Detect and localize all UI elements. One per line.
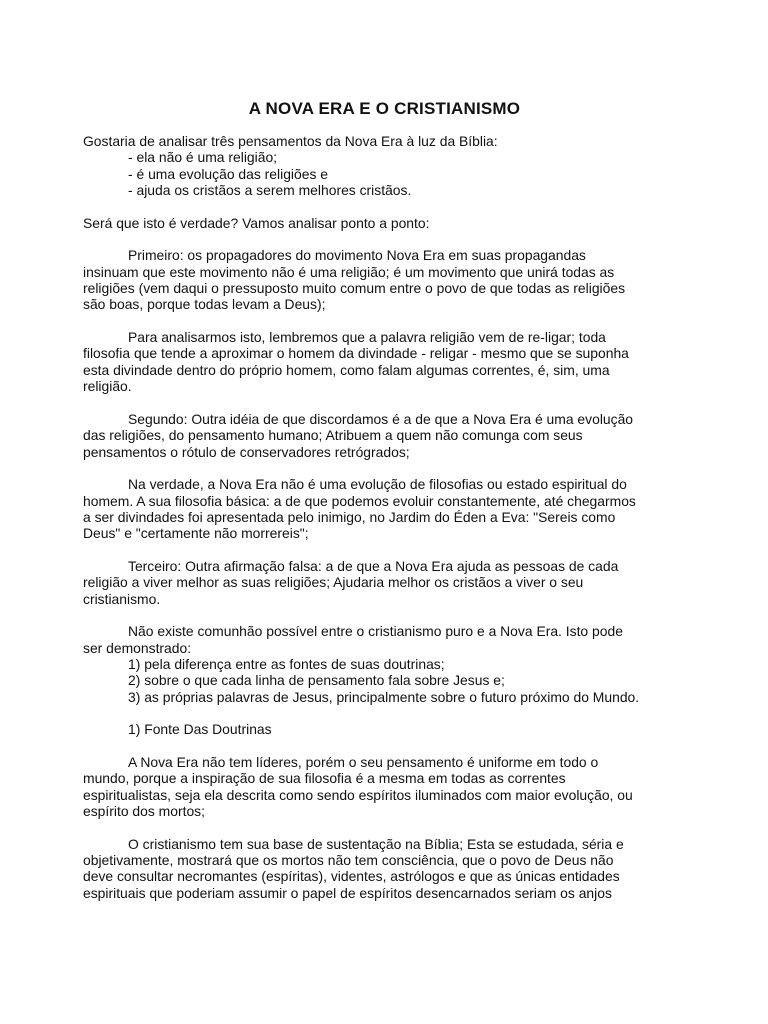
paragraph-second-point [83, 411, 686, 460]
paragraph-line: pensamentos o rótulo de conservadores retrógrados; [83, 443, 410, 460]
paragraph-line: religião. [83, 378, 132, 395]
paragraph-line: Deus" e "certamente não morrereis"; [83, 525, 309, 542]
paragraph-line: filosofia que tende a aproximar o homem da divindade - religar - mesmo que se suponha [83, 345, 629, 362]
paragraph-eden [83, 476, 686, 541]
paragraph-new-age-leaders [83, 754, 686, 819]
paragraph-line: são boas, porque todas levam a Deus); [83, 296, 326, 313]
section-heading: 1) Fonte Das Doutrinas [128, 721, 272, 738]
paragraph-line: cristianismo. [83, 590, 161, 607]
paragraph-no-communion [83, 623, 686, 705]
intro-line: Gostaria de analisar três pensamentos da Nova Era à luz da Bíblia: [83, 133, 498, 149]
paragraph-line: objetivamente, mostrará que os mortos não tem consciência, que o povo de Deus não [83, 852, 614, 869]
list-item: 3) as próprias palavras de Jesus, principalmente sobre o futuro próximo do Mundo. [128, 688, 640, 705]
paragraph-line: insinuam que este movimento não é uma religião; é um movimento que unirá todas as [83, 263, 615, 280]
paragraph-first-point [83, 247, 686, 312]
intro-item: - ela não é uma religião; [128, 149, 278, 166]
paragraph-third-point [83, 558, 686, 607]
paragraph-line: ser demonstrado: [83, 639, 192, 656]
paragraph-line: homem. A sua filosofia básica: a de que podemos evoluir constantemente, até chegarmos [83, 492, 636, 509]
paragraph-line: Não existe comunhão possível entre o cristianismo puro e a Nova Era. Isto pode [128, 623, 623, 640]
paragraph-line: espirituais que poderiam assumir o papel de espíritos desencarnados seriam os anjos [83, 884, 612, 901]
intro-item: - é uma evolução das religiões e [128, 165, 328, 182]
paragraph-line: esta divindade dentro do próprio homem, como falam algumas correntes, é, sim, uma [83, 361, 610, 378]
paragraph-line: religião a viver melhor as suas religiões; Ajudaria melhor os cristãos a viver o seu [83, 574, 584, 591]
paragraph-line: A Nova Era não tem líderes, porém o seu pensamento é uniforme em todo o [128, 754, 599, 771]
list-item: 1) pela diferença entre as fontes de suas doutrinas; [128, 656, 445, 672]
document-body [83, 133, 686, 901]
paragraph-christianity-bible [83, 836, 686, 901]
paragraph-line: O cristianismo tem sua base de sustentação na Bíblia; Esta se estudada, séria e [128, 835, 624, 852]
section-heading-wrap [83, 721, 686, 737]
document-title: A NOVA ERA E O CRISTIANISMO [248, 99, 521, 118]
paragraph-line: Terceiro: Outra afirmação falsa: a de que a Nova Era ajuda as pessoas de cada [128, 557, 619, 574]
question-line: Será que isto é verdade? Vamos analisar ponto a ponto: [83, 214, 430, 231]
paragraph-line: Na verdade, a Nova Era não é uma evolução de filosofias ou estado espiritual do [128, 476, 627, 493]
paragraph-line: Primeiro: os propagadores do movimento Nova Era em suas propagandas [128, 247, 586, 264]
paragraph-line: deve consultar necromantes (espíritas), videntes, astrólogos e que as únicas entidades [83, 868, 620, 885]
paragraph-line: espiritualistas, seja ela descrita como sendo espíritos iluminados com maior evolução, ou [83, 786, 633, 803]
paragraph-line: a ser divindades foi apresentada pelo inimigo, no Jardim do Éden a Eva: "Sereis como [83, 508, 616, 525]
paragraph-line: Para analisarmos isto, lembremos que a palavra religião vem de re-ligar; toda [128, 329, 606, 346]
paragraph-religion-definition [83, 329, 686, 394]
paragraph-line: das religiões, do pensamento humano; Atribuem a quem não comunga com seus [83, 427, 583, 444]
intro-item: - ajuda os cristãos a serem melhores cristãos. [128, 182, 412, 199]
list-item: 2) sobre o que cada linha de pensamento fala sobre Jesus e; [128, 672, 505, 689]
paragraph-line: espírito dos mortos; [83, 803, 205, 820]
paragraph-line: religiões (vem daqui o pressuposto muito comum entre o povo de que todas as religiões [83, 280, 626, 297]
paragraph-line: Segundo: Outra idéia de que discordamos é a de que a Nova Era é uma evolução [128, 410, 634, 427]
paragraph-line: mundo, porque a inspiração de sua filosofia é a mesma em todas as correntes [83, 770, 566, 787]
